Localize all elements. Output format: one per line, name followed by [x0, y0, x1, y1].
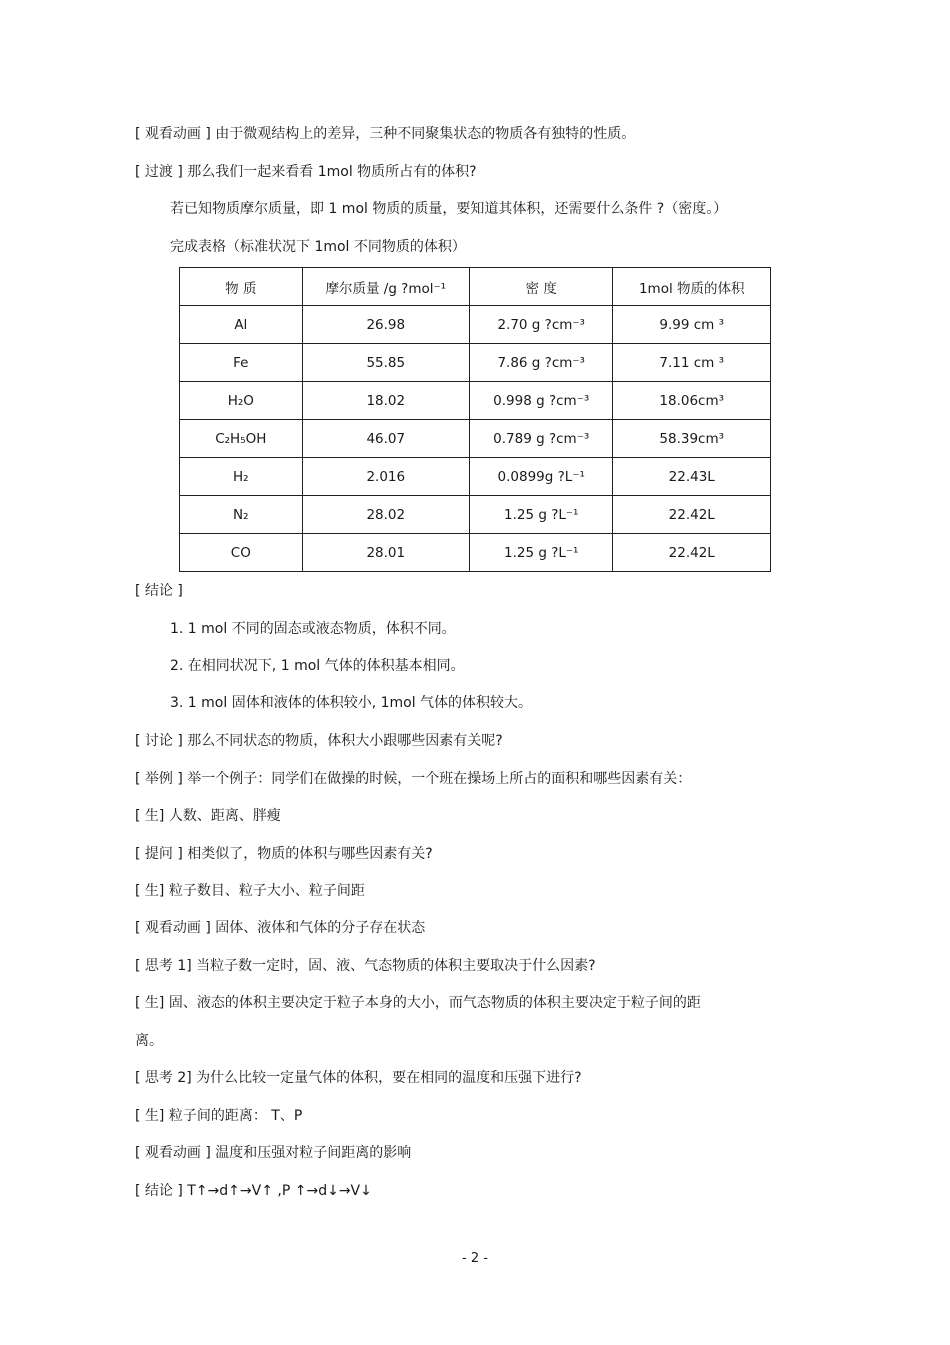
molar-mass-cell: 26.98	[302, 306, 469, 344]
header-cell: 摩尔质量 /g ?mol⁻¹	[302, 268, 469, 306]
molar-mass-cell: 28.02	[302, 496, 469, 534]
volume-cell: 22.43L	[613, 458, 771, 496]
text-line: [ 过渡 ] 那么我们一起来看看 1mol 物质所占有的体积?	[135, 164, 477, 180]
table-row	[180, 458, 771, 496]
density-cell: 2.70 g ?cm⁻³	[469, 306, 613, 344]
header-cell: 物 质	[180, 268, 303, 306]
substance-cell: C₂H₅OH	[180, 420, 303, 458]
volume-cell: 9.99 cm ³	[613, 306, 771, 344]
text-line: 离。	[135, 1033, 163, 1049]
text-line: [ 生] 粒子间的距离： T、P	[135, 1108, 303, 1124]
text-line: [ 提问 ] 相类似了，物质的体积与哪些因素有关?	[135, 846, 433, 862]
text-line: [ 举例 ] 举一个例子：同学们在做操的时候，一个班在操场上所占的面积和哪些因素有关：	[135, 771, 692, 787]
table-row	[180, 420, 771, 458]
volume-cell: 22.42L	[613, 534, 771, 572]
text-line: [ 生] 固、液态的体积主要决定于粒子本身的大小，而气态物质的体积主要决定于粒子间的距	[135, 995, 701, 1011]
molar-mass-cell: 55.85	[302, 344, 469, 382]
text-line: [ 生] 人数、距离、胖瘦	[135, 808, 281, 824]
substance-cell: H₂O	[180, 382, 303, 420]
text-line: [ 生] 粒子数目、粒子大小、粒子间距	[135, 883, 365, 899]
text-line: [ 思考 1] 当粒子数一定时，固、液、气态物质的体积主要取决于什么因素?	[135, 958, 596, 974]
volume-cell: 22.42L	[613, 496, 771, 534]
density-cell: 1.25 g ?L⁻¹	[469, 496, 613, 534]
molar-mass-cell: 2.016	[302, 458, 469, 496]
text-line: 若已知物质摩尔质量，即 1 mol 物质的质量，要知道其体积，还需要什么条件 ?（密度。）	[170, 201, 728, 217]
volume-cell: 7.11 cm ³	[613, 344, 771, 382]
text-line: [ 观看动画 ] 固体、液体和气体的分子存在状态	[135, 920, 426, 936]
substance-cell: H₂	[180, 458, 303, 496]
density-cell: 0.789 g ?cm⁻³	[469, 420, 613, 458]
text-line: [ 观看动画 ] 温度和压强对粒子间距离的影响	[135, 1145, 412, 1161]
header-cell: 1mol 物质的体积	[613, 268, 771, 306]
density-cell: 7.86 g ?cm⁻³	[469, 344, 613, 382]
text-line: 2. 在相同状况下, 1 mol 气体的体积基本相同。	[170, 658, 465, 674]
table-row	[180, 306, 771, 344]
volume-cell: 58.39cm³	[613, 420, 771, 458]
table-row	[180, 496, 771, 534]
density-cell: 0.0899g ?L⁻¹	[469, 458, 613, 496]
section-heading: [ 结论 ]	[135, 583, 183, 599]
header-cell: 密 度	[469, 268, 613, 306]
page-number: - 2 -	[462, 1251, 488, 1266]
text-line: [ 观看动画 ] 由于微观结构上的差异，三种不同聚集状态的物质各有独特的性质。	[135, 126, 636, 142]
substance-cell: CO	[180, 534, 303, 572]
molar-mass-cell: 28.01	[302, 534, 469, 572]
molar-volume-table	[179, 267, 771, 572]
molar-mass-cell: 46.07	[302, 420, 469, 458]
text-line: [ 结论 ] T↑→d↑→V↑ ,P ↑→d↓→V↓	[135, 1183, 372, 1199]
text-line: 1. 1 mol 不同的固态或液态物质，体积不同。	[170, 621, 456, 637]
table-row	[180, 344, 771, 382]
table-header-row	[180, 268, 771, 306]
density-cell: 0.998 g ?cm⁻³	[469, 382, 613, 420]
text-line: 完成表格（标准状况下 1mol 不同物质的体积）	[170, 239, 466, 255]
text-line: [ 讨论 ] 那么不同状态的物质，体积大小跟哪些因素有关呢?	[135, 733, 503, 749]
volume-cell: 18.06cm³	[613, 382, 771, 420]
text-line: 3. 1 mol 固体和液体的体积较小, 1mol 气体的体积较大。	[170, 695, 533, 711]
density-cell: 1.25 g ?L⁻¹	[469, 534, 613, 572]
substance-cell: Al	[180, 306, 303, 344]
table-row	[180, 382, 771, 420]
text-line: [ 思考 2] 为什么比较一定量气体的体积，要在相同的温度和压强下进行?	[135, 1070, 582, 1086]
substance-cell: N₂	[180, 496, 303, 534]
table-row	[180, 534, 771, 572]
substance-cell: Fe	[180, 344, 303, 382]
molar-mass-cell: 18.02	[302, 382, 469, 420]
